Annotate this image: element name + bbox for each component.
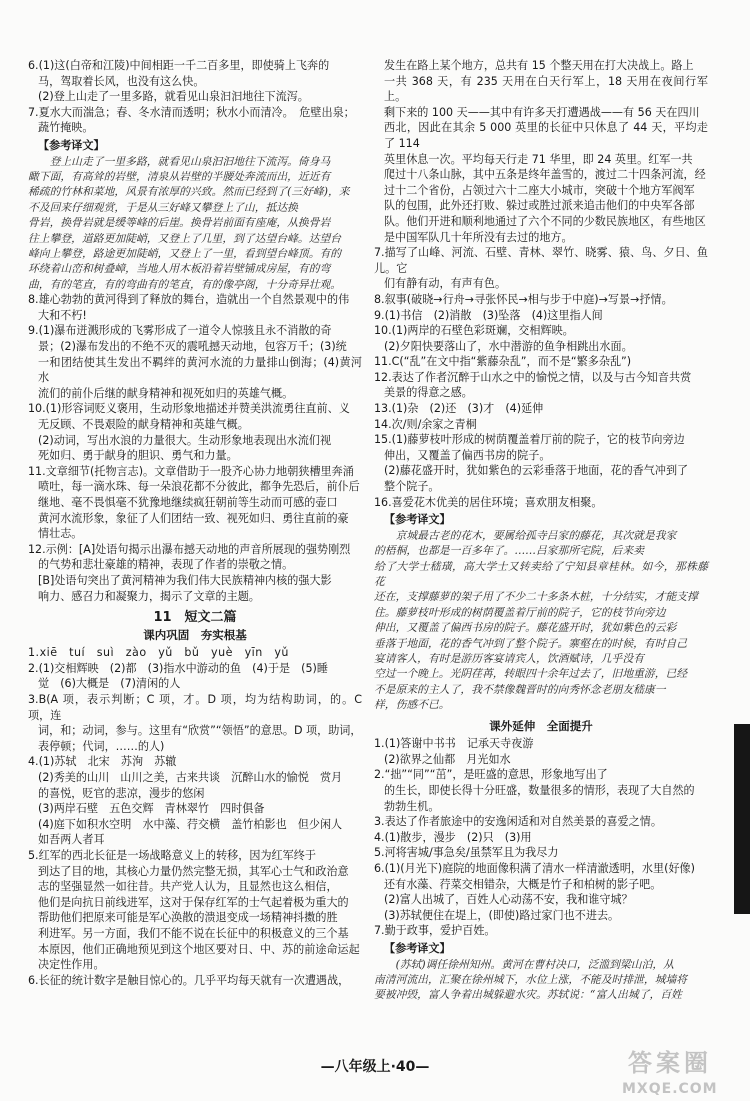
answer-7b-line1: 7.描写了山峰、河流、石壁、青林、翠竹、晓雾、猿、鸟、夕日、鱼儿。它 (374, 246, 708, 275)
answer-4-line2: (2)秀美的山川 山川之美，古来共谈 沉醉山水的愉悦 赏月 (38, 771, 343, 785)
answer-13b: 13.(1)杂 (2)还 (3)才 (4)延伸 (374, 402, 544, 416)
answer-10-line2: 无反顾、不畏艰险的献身精神和英雄气概。 (38, 417, 249, 431)
answer-5-line2: 到达了目的地，其核心力量仍然完整无损，其军心士气和政治意 (38, 864, 349, 878)
answer-10-line4: 死如归、勇于献身的胆识、勇气和力量。 (38, 449, 238, 463)
translation-line: 曲，有的笔直，有的弯曲有的笔直，有的像亭阁，十分奇异壮观。 (28, 277, 342, 291)
answer-3-line2: 词，和；动词，参与。这里有“欣赏”“领悟”的意思。D 项，助词， (38, 724, 362, 738)
answer-6b-line5: 西北，因此在其余 5 000 英里的长征中只休息了 44 天，平均走了 114 (384, 121, 708, 150)
answer-11b: 11.C(“乱”在文中指“紫藤杂乱”，而不是“繁多杂乱”) (374, 355, 632, 369)
answer-5-line1: 5.红军的西北长征是一场战略意义上的转移，因为红军终于 (28, 849, 316, 862)
answer-9b: 9.(1)书信 (2)消散 (3)坠落 (4)这里指人间 (374, 308, 603, 322)
answer-6b-line4: 剩下来的 100 天——其中有许多天打遭遇战——有 56 天在四川 (384, 105, 700, 119)
answer-11-line3: 继地、毫不畏惧毫不犹豫地继续疯狂朝前等生动而可感的壶口 (38, 495, 338, 509)
left-column (28, 58, 362, 988)
answer-3-line3: 表停顿；代词，……的人) (38, 739, 165, 753)
ext-answer-6-line1: 6.(1)(月光下)庭院的地面像积满了清水一样清澈透明，水里(好像) (374, 862, 695, 876)
watermark-text: 答案圈 (628, 1049, 712, 1077)
answer-12b-line1: 12.表达了作者沉醉于山水之中的愉悦之情，以及与古今知音共赏 (374, 370, 692, 384)
translation-line: 稀疏的竹林和菜地，风景有浓厚的兴致。然而已经到了(三好峰)，来 (28, 185, 350, 199)
section-heading: 课外延伸 全面提升 (489, 718, 593, 733)
answer-9-line1: 9.(1)瀑布迸溅形成的飞雾形成了一道令人惊骇且永不消散的奇 (28, 324, 332, 338)
ext-answer-1-line2: (2)欲界之仙都 月光如水 (384, 752, 511, 766)
answer-6b-line3: 一共 368 天，有 235 天用在白天行军上，18 天用在夜间行军上。 (384, 74, 708, 104)
ext-answer-6-line3: (2)富人出城了，百姓人心动荡不安，我和谁守城？ (384, 893, 633, 907)
answer-5-line5: 帮助他们把原来可能是军心涣散的溃退变成一场精神抖擞的胜 (38, 911, 338, 925)
translation-line: 环绕着山峦和树叠嶂，当地人用木板沿着岩壁铺成房屋，有的弯 (28, 262, 331, 276)
translation-line: 垂落于地面，花的香气冲到了整个院子。寨壑在的时候，有时自己 (374, 636, 688, 650)
ext-answer-3: 3.表达了作者旅途中的安逸闲适和对自然美景的喜爱之情。 (374, 815, 662, 829)
answer-9-line3: 一和团结使其生发出不羁绊的黄河水流的力量排山倒海；(4)黄河水 (38, 355, 362, 385)
answer-10-line3: (2)动词，写出水浪的力量很大。生动形象地表现出水流们视 (38, 433, 332, 447)
answer-9-line2: 景；(2)瀑布发出的不绝不灭的震吼撼天动地，包容万千；(3)统 (38, 340, 347, 353)
answer-4-line1: 4.(1)苏轼 北宋 苏洵 苏辙 (28, 755, 177, 769)
answer-15b-line3: (2)藤花盛开时，犹如紫色的云彩垂落于地面，花的香气冲到了 (384, 464, 689, 478)
watermark-url: MXQE.COM (622, 1081, 718, 1097)
answer-4-line5: (4)庭下如积水空明 水中藻、荇交横 盖竹柏影也 但少闲人 (38, 817, 343, 831)
answer-12b-line2: 美景的得意之感。 (384, 386, 473, 400)
translation-line: 宴请客人，有时是游历客宴请宾人，饮酒赋诗，几乎没有 (374, 652, 644, 666)
translation-line: 住。藤萝枝叶形成的树荫覆盖着厅前的院子，它的枝节向旁边 (374, 605, 666, 619)
answer-7-line2: 蔬竹掩映。 (38, 121, 94, 135)
answer-4-line3: 的喜悦，贬官的悲凉，漫步的悠闲 (38, 786, 205, 800)
translation-line: 瞰下面，有高耸的岩壁，清泉从岩壁的半腰处奔流而出，近近有 (28, 169, 331, 183)
answer-7-line1: 7.夏水大而湍急；春、冬水清而透明；秋水小而清冷。 危壁出泉； (28, 105, 355, 119)
answer-3-line1: 3.B(A 项，表示判断；C 项，才。D 项，均为结构助词，的。C 项，连 (28, 693, 362, 722)
translation-line: (苏轼)调任徐州知州。黄河在曹村决口，泛滥到梁山泊，从 (395, 957, 674, 971)
answer-5-line3: 志的坚强显然一如往昔。共产党人认为，且显然也这么相信， (38, 880, 338, 894)
answer-5-line8: 决定性作用。 (38, 958, 105, 972)
answer-10-line1: 10.(1)形容词贬义褒用，生动形象地描述并赞美洪流勇往直前、义 (28, 402, 350, 416)
translation-line: 伸出，又覆盖了偏西书房的院子。藤花盛开时，犹如紫色的云彩 (374, 621, 677, 635)
answer-15b-line4: 整个院子。 (384, 480, 440, 494)
answer-9-line4: 流们的前仆后继的献身精神和视死如归的英雄气概。 (38, 386, 294, 400)
answer-6b-line6: 英里休息一次。平均每天行走 71 华里，即 24 英里。红军一共 (384, 152, 693, 166)
translation-line: 给了大学士嵇璜，高大学士又转卖给了宁知县章桂林。如今，那株藤花 (374, 559, 708, 589)
ext-answer-5: 5.河将害城/事急矣/虽禁军且为我尽力 (374, 846, 559, 860)
ext-answer-4: 4.(1)散步，漫步 (2)只 (3)用 (374, 830, 532, 844)
answer-6b-line10: 队。他们开进和顺利地通过了六个不同的少数民族地区，有些地区 (384, 214, 706, 228)
translation-line: 京城最古老的花木，要属给孤寺吕家的藤花，其次就是我家 (395, 528, 677, 542)
translation-line: 空过一个晚上。光阴荏苒，转眼四十余年过去了，旧地重游，已经 (374, 667, 688, 681)
answer-11-line1: 11.文章细节(托物言志)。文章借助于一股齐心协力地朝狭槽里奔涌 (28, 464, 354, 478)
answer-1-pinyin: 1.xiē tuí suì zào yǔ bǔ yuè yīn yǔ (28, 646, 289, 660)
answer-8-line2: 大和不朽! (38, 308, 87, 322)
answer-6b-line11: 是中国军队几十年所没有去过的地方。 (384, 230, 573, 244)
answer-10b-line2: (2)夕阳快要落山了，水中潜游的鱼争相跳出水面。 (384, 339, 633, 353)
answer-16b: 16.喜爱花木优美的居住环境；喜欢朋友相聚。 (374, 495, 603, 509)
answer-11-line4: 黄河水流形象，象征了人们团结一致、视死如归、勇往直前的豪 (38, 511, 349, 525)
answer-6-line2: 马，驾取着长风，也没有这么快。 (38, 74, 205, 88)
reference-translation-heading: 【参考译文】 (38, 138, 105, 152)
ext-answer-6-line2: 还有水藻、荇菜交相错杂，大概是竹子和柏树的影子吧。 (384, 877, 662, 891)
translation-line: 南清河流出，汇聚在徐州城下，水位上涨，不能及时排泄，城墙将 (374, 973, 688, 986)
answer-11-line5: 情壮志。 (38, 527, 83, 541)
answer-11-line2: 喷吐，每一滴水珠、每一朵浪花都不分彼此，都争先恐后，前仆后 (38, 480, 360, 494)
right-column (374, 58, 708, 1003)
ext-answer-2-line1: 2.“拙”“同”“茁”，是旺盛的意思，形象地写出了 (374, 768, 608, 782)
lesson-title: 11 短文二篇 (153, 610, 237, 626)
answer-12-line1: 12.示例：[A]处语句揭示出瀑布撼天动地的声音所展现的强势刚烈 (28, 542, 351, 556)
answer-4-line4: (3)两岸石壁 五色交辉 青林翠竹 四时俱备 (38, 802, 265, 816)
section-heading: 课内巩固 夯实根基 (143, 627, 247, 642)
answer-5-line6: 利进军。另一方面，我们不能不说在长征中的积极意义的三个基 (38, 926, 349, 940)
answer-6b-line2: 发生在路上某个地方，总共有 15 个整天用在打大决战上。路上 (384, 59, 694, 72)
translation-line: 不是原来的主人了，我不禁像魏晋时的向秀怀念老朋友嵇康一 (374, 682, 666, 696)
answer-6-line1: 6.(1)这(白帝和江陵)中间相距一千二百多里，即使骑上飞奔的 (28, 59, 330, 72)
translation-line: 登上山走了一里多路，就看见山泉汩汩地往下流泻。倚身马 (49, 154, 331, 168)
translation-line: 要被冲毁，富人争着出城躲避水灾。苏轼说：“富人出城了，百姓 (374, 988, 682, 1002)
page-footer: —八年级上·40— (320, 1059, 430, 1075)
reference-translation-heading: 【参考译文】 (384, 513, 451, 527)
answer-6b-line8: 过十二个省份，占领过六十二座大小城市，突破十个地方军阀军 (384, 183, 695, 197)
answer-8b: 8.叙事(破晓→行舟→寻张怀民→相与步于中庭)→写景→抒情。 (374, 292, 673, 306)
answer-15b-line1: 15.(1)藤萝枝叶形成的树荫覆盖着厅前的院子，它的枝节向旁边 (374, 433, 685, 447)
translation-line: 的梧桐，也都是一百多年了。……吕家那所宅院，后来卖 (374, 544, 644, 558)
watermark-logo (596, 1049, 746, 1098)
translation-line: 骨岩，换骨岩就是缓等峰的后崖。换骨岩前面有座庵，从换骨岩 (28, 216, 331, 230)
answer-12-line4: 响力、感召力和凝聚力，揭示了文章的主题。 (38, 589, 260, 603)
ext-answer-6-line4: (3)苏轼便住在堤上，(即使)路过家门也不进去。 (384, 908, 620, 922)
answer-6-line3: (2)登上山走了一里多路，就看见山泉汩汩地往下流泻。 (38, 90, 309, 104)
ext-answer-1-line1: 1.(1)答谢中书书 记承天寺夜游 (374, 737, 534, 751)
translation-line: 样，伤感不已。 (374, 698, 450, 712)
answer-7b-line2: 们有静有动，有声有色。 (384, 277, 507, 291)
ext-answer-2-line3: 勃勃生机。 (384, 799, 440, 813)
answer-6b-line7: 爬过十八条山脉，其中五条是终年盖雪的，渡过二十四条河流，经 (384, 168, 706, 182)
answer-6b-line1: 6.长征的统计数字是触目惊心的。几乎平均每天就有一次遭遇战， (28, 973, 350, 987)
translation-line: 往上攀登，道路更加陡峭，又登上了几里，到了达望台峰。达望台 (28, 231, 342, 245)
answer-4-line6: 如吾两人者耳 (38, 833, 105, 847)
answer-14b: 14.次/则/余家之青桐 (374, 417, 477, 431)
ext-answer-7: 7.勤于政事，爱护百姓。 (374, 924, 496, 938)
answer-5-line7: 本原因，他们正确地预见到这个地区要对日、中、苏的前途命运起 (38, 942, 360, 956)
answer-15b-line2: 伸出，又覆盖了偏西书房的院子。 (384, 448, 551, 462)
answer-12-line2: 的气势和悲壮豪雄的精神，表现了作者的崇敬之情。 (38, 558, 294, 572)
answer-6b-line9: 队的包围，此外还打败、躲过或胜过派来追击他们的中央军各部 (384, 199, 695, 213)
page-edge-tab (734, 724, 750, 914)
translation-line: 不及回来仔细观赏，于是从三好峰又攀登上了山，抵达换 (28, 200, 298, 214)
answer-10b-line1: 10.(1)两岸的石壁色彩斑斓，交相辉映。 (374, 324, 574, 338)
answer-2-line1: 2.(1)交相辉映 (2)都 (3)指水中游动的鱼 (4)于是 (5)睡 (28, 661, 328, 675)
ext-answer-2-line2: 的生长，即使长得十分旺盛，数量很多的情形，表现了大自然的 (384, 784, 695, 798)
translation-line: 还在，支撑藤萝的架子用了不少二十多条木桩，十分结实，才能支撑 (374, 590, 698, 604)
answer-5-line4: 他们是向抗日前线进军，这对于保存红军的士气起着极为重大的 (38, 895, 349, 909)
answer-8-line1: 8.雄心勃勃的黄河得到了释放的舞台，造就出一个自然景观中的伟 (28, 293, 350, 307)
reference-translation-heading: 【参考译文】 (384, 942, 451, 955)
translation-line: 峰向上攀登，路途更加陡峭，又登上了一里，看到望台峰顶。有的 (28, 247, 342, 260)
answer-2-line2: 觉 (6)大概是 (7)清闲的人 (38, 677, 181, 691)
answer-12-line3: [B]处语句突出了黄河精神为我们伟大民族精神内核的强大影 (38, 573, 332, 587)
